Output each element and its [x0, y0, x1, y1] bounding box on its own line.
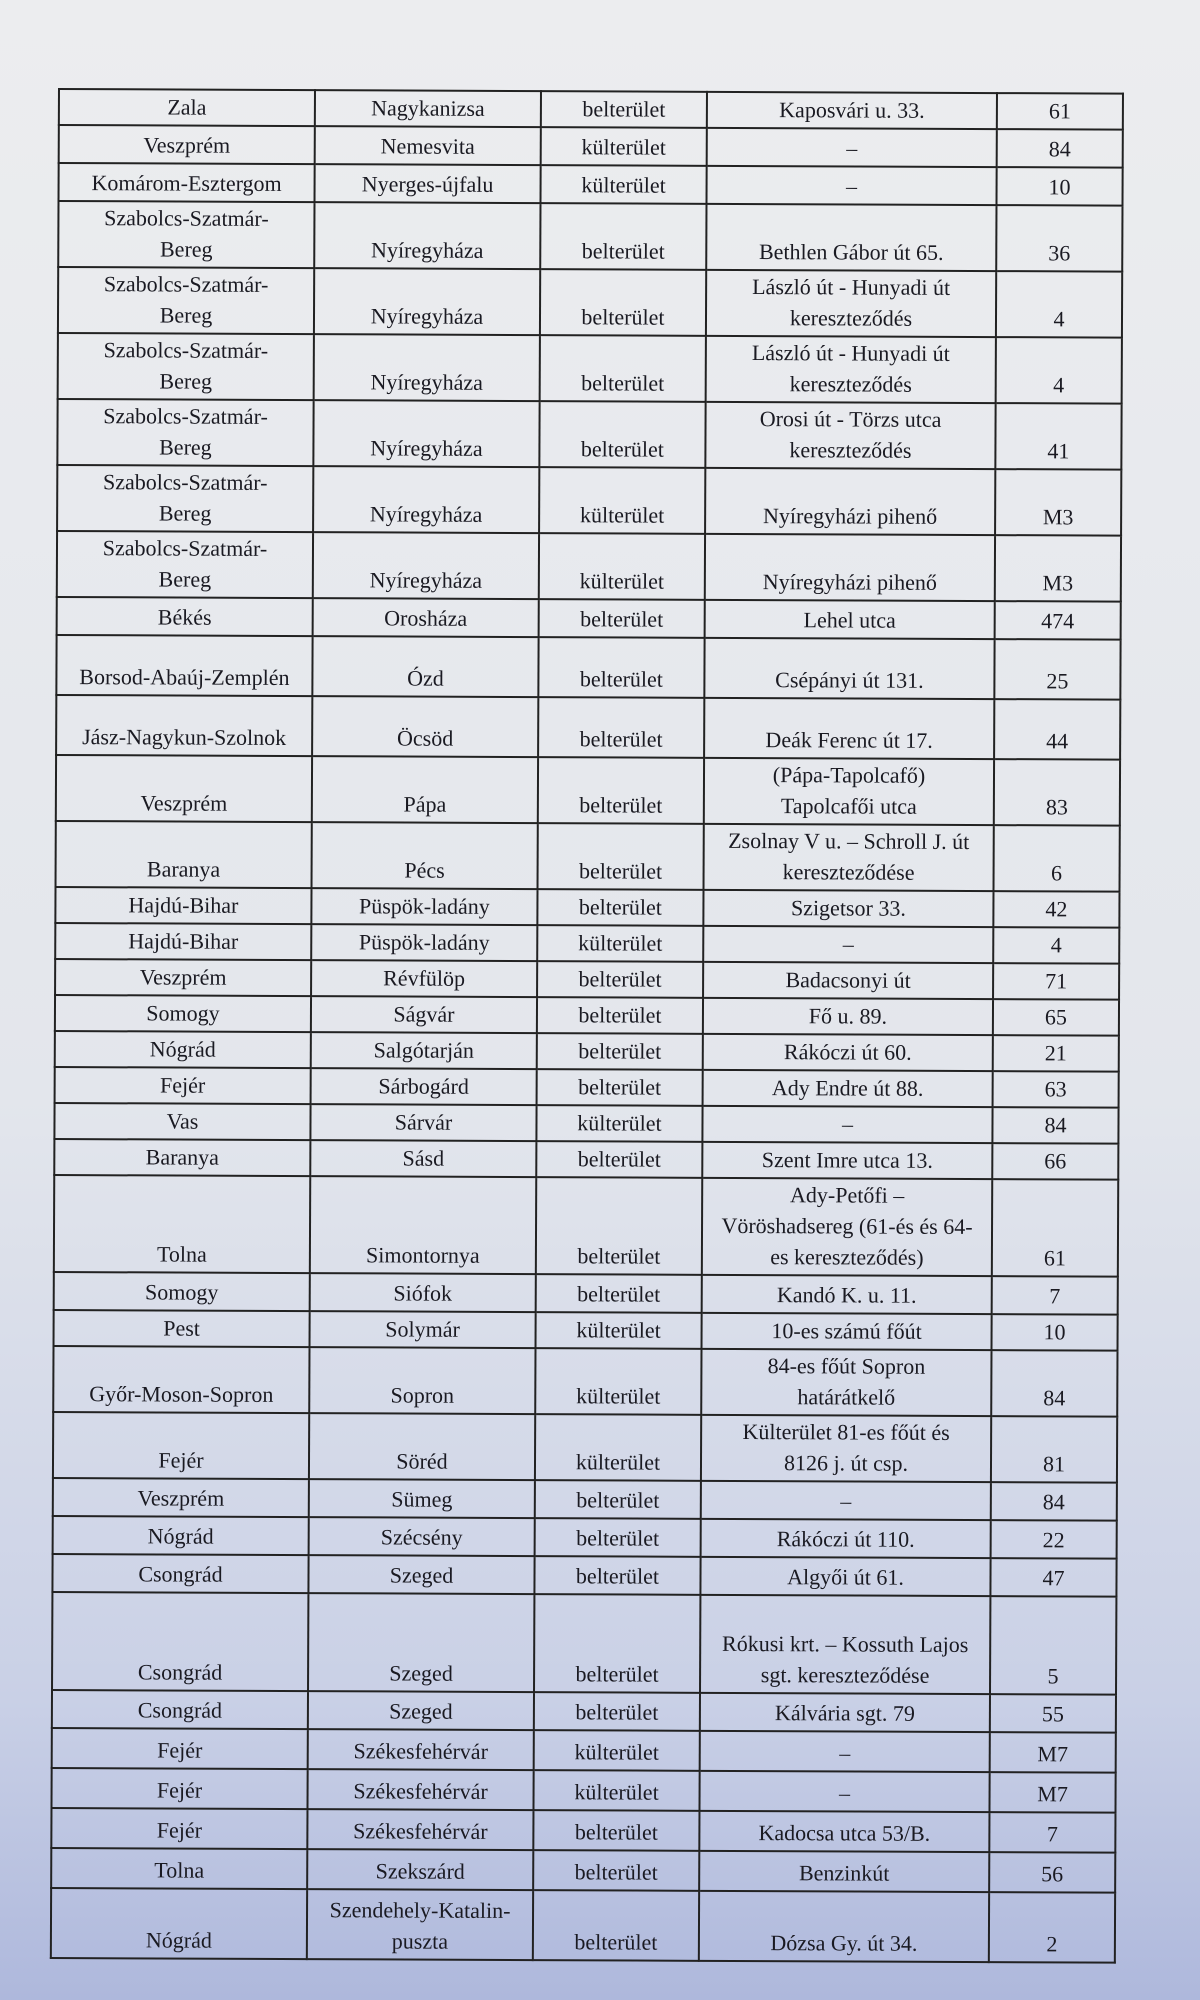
- address-cell: Orosi út - Törzs utca kereszteződés: [705, 402, 995, 469]
- county-cell: Fejér: [51, 1768, 307, 1809]
- city-cell: Sárbogárd: [311, 1068, 537, 1105]
- address-cell: Nyíregyházi pihenő: [705, 468, 995, 535]
- county-cell: Fejér: [51, 1808, 307, 1849]
- road-number-cell: 41: [995, 403, 1121, 470]
- area-type-cell: belterület: [535, 1480, 701, 1519]
- table-row: [54, 1272, 1118, 1315]
- table-row: [59, 163, 1123, 206]
- area-type-cell: belterület: [534, 1594, 700, 1693]
- address-cell: Kandó K. u. 11.: [702, 1275, 992, 1314]
- area-type-cell: belterület: [535, 1518, 701, 1557]
- area-type-cell: belterület: [539, 599, 705, 638]
- county-cell: Tolna: [54, 1175, 310, 1273]
- table-row: [57, 531, 1121, 602]
- city-cell: Szeged: [308, 1555, 534, 1594]
- road-number-cell: 4: [996, 271, 1122, 338]
- table-row: [53, 1516, 1117, 1559]
- area-type-cell: külterület: [534, 1730, 700, 1771]
- county-cell: Nógrád: [51, 1888, 307, 1959]
- area-type-cell: külterület: [535, 1414, 701, 1481]
- county-cell: Békés: [57, 597, 313, 636]
- city-cell: Simontornya: [310, 1176, 536, 1274]
- city-cell: Nagykanizsa: [315, 90, 541, 127]
- city-cell: Nemesvita: [315, 126, 541, 165]
- address-cell: –: [700, 1731, 990, 1772]
- area-type-cell: belterület: [537, 889, 703, 926]
- area-type-cell: belterület: [534, 1556, 700, 1595]
- county-cell: Nógrád: [53, 1516, 309, 1555]
- address-cell: Ady Endre út 88.: [703, 1070, 993, 1107]
- address-cell: Szigetsor 33.: [703, 890, 993, 927]
- county-cell: Jász-Nagykun-Szolnok: [56, 695, 312, 756]
- county-cell: Somogy: [54, 1272, 310, 1311]
- county-cell: Fejér: [52, 1728, 308, 1769]
- address-cell: –: [702, 1106, 992, 1143]
- city-cell: Sárvár: [310, 1104, 536, 1141]
- road-number-cell: 65: [993, 999, 1119, 1036]
- address-cell: Lehel utca: [705, 600, 995, 639]
- area-type-cell: belterület: [538, 697, 704, 758]
- road-number-cell: 66: [992, 1143, 1118, 1180]
- city-cell: Nyíregyháza: [314, 202, 540, 269]
- county-cell: Szabolcs-Szatmár- Bereg: [58, 267, 314, 334]
- table-body: [51, 89, 1123, 1963]
- road-number-cell: 84: [997, 129, 1123, 168]
- county-cell: Szabolcs-Szatmár- Bereg: [57, 399, 313, 466]
- road-number-cell: M7: [990, 1732, 1116, 1773]
- city-cell: Révfülöp: [311, 960, 537, 997]
- city-cell: Sümeg: [309, 1479, 535, 1518]
- road-number-cell: 84: [991, 1482, 1117, 1521]
- city-cell: Ózd: [312, 636, 538, 697]
- petrol-station-table: [50, 88, 1124, 1964]
- table-row: [51, 1808, 1115, 1853]
- road-number-cell: 7: [992, 1276, 1118, 1315]
- county-cell: Szabolcs-Szatmár- Bereg: [57, 531, 313, 598]
- table-row: [54, 1103, 1118, 1144]
- city-cell: Nyíregyháza: [313, 466, 539, 533]
- table-row: [52, 1728, 1116, 1773]
- address-cell: 10-es számú főút: [702, 1313, 992, 1350]
- city-cell: Solymár: [310, 1311, 536, 1348]
- road-number-cell: 474: [995, 601, 1121, 640]
- area-type-cell: belterület: [537, 1069, 703, 1106]
- county-cell: Veszprém: [56, 755, 312, 822]
- address-cell: –: [701, 1481, 991, 1520]
- county-cell: Baranya: [54, 1139, 310, 1176]
- county-cell: Baranya: [56, 821, 312, 888]
- city-cell: Nyíregyháza: [314, 334, 540, 401]
- county-cell: Hajdú-Bihar: [55, 923, 311, 960]
- road-number-cell: M7: [989, 1772, 1115, 1813]
- address-cell: Kaposvári u. 33.: [707, 92, 997, 129]
- city-cell: Öcsöd: [312, 696, 538, 757]
- table-row: [54, 1139, 1118, 1180]
- county-cell: Győr-Moson-Sopron: [53, 1346, 309, 1413]
- city-cell: Székesfehérvár: [307, 1809, 533, 1850]
- address-cell: Rókusi krt. – Kossuth Lajos sgt. kereszteződése: [700, 1595, 990, 1694]
- address-cell: Deák Ferenc út 17.: [704, 698, 994, 759]
- area-type-cell: külterület: [535, 1348, 701, 1415]
- county-cell: Tolna: [51, 1848, 307, 1889]
- area-type-cell: külterület: [533, 1770, 699, 1811]
- county-cell: Szabolcs-Szatmár- Bereg: [58, 333, 314, 400]
- road-number-cell: 4: [993, 927, 1119, 964]
- area-type-cell: belterület: [540, 269, 706, 336]
- address-cell: Külterület 81-es főút és 8126 j. út csp.: [701, 1415, 991, 1482]
- area-type-cell: belterület: [538, 637, 704, 698]
- table-row: [57, 597, 1121, 640]
- city-cell: Székesfehérvár: [308, 1729, 534, 1770]
- city-cell: Sopron: [309, 1347, 535, 1414]
- table-row: [52, 1690, 1116, 1733]
- road-number-cell: 71: [993, 963, 1119, 1000]
- address-cell: Nyíregyházi pihenő: [705, 534, 995, 601]
- city-cell: Szeged: [308, 1593, 534, 1692]
- county-cell: Csongrád: [52, 1554, 308, 1593]
- area-type-cell: belterület: [539, 401, 705, 468]
- address-cell: Szent Imre utca 13.: [702, 1142, 992, 1179]
- road-number-cell: 22: [991, 1520, 1117, 1559]
- county-cell: Csongrád: [52, 1592, 308, 1691]
- address-cell: (Pápa-Tapolcafő) Tapolcafői utca: [704, 758, 994, 825]
- table-row: [59, 125, 1123, 168]
- table-row: [57, 399, 1121, 470]
- address-cell: Benzinkút: [699, 1851, 989, 1892]
- address-cell: László út - Hunyadi út kereszteződés: [706, 270, 996, 337]
- address-cell: Ady-Petőfi – Vöröshadsereg (61-és és 64- es kereszteződés): [702, 1178, 992, 1276]
- county-cell: Szabolcs-Szatmár- Bereg: [57, 465, 313, 532]
- county-cell: Csongrád: [52, 1690, 308, 1729]
- table-row: [58, 333, 1122, 404]
- county-cell: Szabolcs-Szatmár- Bereg: [58, 201, 314, 268]
- county-cell: Pest: [54, 1310, 310, 1347]
- city-cell: Siófok: [310, 1273, 536, 1312]
- area-type-cell: belterület: [534, 1692, 700, 1731]
- county-cell: Veszprém: [55, 959, 311, 996]
- road-number-cell: 81: [991, 1416, 1117, 1483]
- area-type-cell: külterület: [536, 1105, 702, 1142]
- address-cell: Csépányi út 131.: [704, 638, 994, 699]
- table-row: [55, 887, 1119, 928]
- road-number-cell: 56: [989, 1852, 1115, 1893]
- road-number-cell: 25: [994, 639, 1120, 700]
- road-number-cell: 7: [989, 1812, 1115, 1853]
- road-number-cell: 47: [990, 1558, 1116, 1597]
- table-row: [52, 1592, 1116, 1695]
- area-type-cell: külterület: [537, 925, 703, 962]
- road-number-cell: 10: [992, 1314, 1118, 1351]
- city-cell: Orosháza: [313, 598, 539, 637]
- county-cell: Somogy: [55, 995, 311, 1032]
- road-number-cell: 2: [989, 1892, 1115, 1963]
- city-cell: Püspök-ladány: [311, 888, 537, 925]
- road-number-cell: 84: [991, 1350, 1117, 1417]
- road-number-cell: 42: [993, 891, 1119, 928]
- table-row: [53, 1478, 1117, 1521]
- road-number-cell: 84: [992, 1107, 1118, 1144]
- area-type-cell: belterület: [536, 1141, 702, 1178]
- road-number-cell: 61: [992, 1179, 1118, 1277]
- table-row: [58, 267, 1122, 338]
- county-cell: Hajdú-Bihar: [55, 887, 311, 924]
- city-cell: Nyerges-újfalu: [315, 164, 541, 203]
- county-cell: Fejér: [55, 1067, 311, 1104]
- area-type-cell: külterület: [536, 1312, 702, 1349]
- address-cell: Rákóczi út 110.: [701, 1519, 991, 1558]
- road-number-cell: 55: [990, 1694, 1116, 1733]
- road-number-cell: 4: [996, 337, 1122, 404]
- area-type-cell: belterület: [538, 823, 704, 890]
- city-cell: Szekszárd: [307, 1849, 533, 1890]
- area-type-cell: belterület: [540, 335, 706, 402]
- area-type-cell: belterület: [533, 1850, 699, 1891]
- area-type-cell: belterület: [536, 1274, 702, 1313]
- address-cell: Bethlen Gábor út 65.: [706, 204, 996, 271]
- table-row: [56, 695, 1120, 760]
- road-number-cell: 6: [994, 825, 1120, 892]
- table-row: [53, 1412, 1117, 1483]
- county-cell: Vas: [54, 1103, 310, 1140]
- area-type-cell: belterület: [541, 91, 707, 128]
- area-type-cell: belterület: [540, 203, 706, 270]
- county-cell: Fejér: [53, 1412, 309, 1479]
- area-type-cell: belterület: [537, 997, 703, 1034]
- city-cell: Pécs: [312, 822, 538, 889]
- road-number-cell: 83: [994, 759, 1120, 826]
- road-number-cell: M3: [995, 469, 1121, 536]
- table-row: [53, 1346, 1117, 1417]
- city-cell: Sásd: [310, 1140, 536, 1177]
- table-row: [56, 635, 1120, 700]
- city-cell: Szécsény: [309, 1517, 535, 1556]
- area-type-cell: belterület: [533, 1810, 699, 1851]
- table-row: [55, 1031, 1119, 1072]
- road-number-cell: 5: [990, 1596, 1116, 1695]
- city-cell: Nyíregyháza: [314, 268, 540, 335]
- county-cell: Zala: [59, 89, 315, 126]
- city-cell: Nyíregyháza: [313, 532, 539, 599]
- address-cell: –: [703, 926, 993, 963]
- road-number-cell: 61: [997, 93, 1123, 130]
- city-cell: Nyíregyháza: [313, 400, 539, 467]
- table-row: [51, 1848, 1115, 1893]
- table-row: [55, 923, 1119, 964]
- table-row: [51, 1768, 1115, 1813]
- city-cell: Szendehely-Katalin- puszta: [307, 1889, 533, 1960]
- road-number-cell: 44: [994, 699, 1120, 760]
- county-cell: Veszprém: [59, 125, 315, 164]
- address-cell: Algyői út 61.: [700, 1557, 990, 1596]
- table-row: [54, 1310, 1118, 1351]
- table-row: [56, 821, 1120, 892]
- address-cell: –: [707, 128, 997, 167]
- address-cell: Zsolnay V u. – Schroll J. út kereszteződése: [704, 824, 994, 891]
- county-cell: Borsod-Abaúj-Zemplén: [56, 635, 312, 696]
- address-cell: Badacsonyi út: [703, 962, 993, 999]
- area-type-cell: külterület: [541, 165, 707, 204]
- table-row: [57, 465, 1121, 536]
- area-type-cell: belterület: [537, 1033, 703, 1070]
- address-cell: Fő u. 89.: [703, 998, 993, 1035]
- table-row: [54, 1175, 1118, 1277]
- area-type-cell: belterület: [538, 757, 704, 824]
- area-type-cell: belterület: [537, 961, 703, 998]
- table-row: [52, 1554, 1116, 1597]
- address-cell: Kálvária sgt. 79: [700, 1693, 990, 1732]
- county-cell: Veszprém: [53, 1478, 309, 1517]
- address-cell: Dózsa Gy. út 34.: [699, 1891, 989, 1962]
- table-row: [58, 201, 1122, 272]
- city-cell: Söréd: [309, 1413, 535, 1480]
- county-cell: Komárom-Esztergom: [59, 163, 315, 202]
- table-row: [59, 89, 1123, 130]
- area-type-cell: külterület: [539, 467, 705, 534]
- address-cell: –: [699, 1771, 989, 1812]
- road-number-cell: M3: [995, 535, 1121, 602]
- address-cell: Rákóczi út 60.: [703, 1034, 993, 1071]
- address-cell: László út - Hunyadi út kereszteződés: [706, 336, 996, 403]
- address-cell: –: [707, 166, 997, 205]
- table-row: [55, 995, 1119, 1036]
- city-cell: Salgótarján: [311, 1032, 537, 1069]
- city-cell: Pápa: [312, 756, 538, 823]
- road-number-cell: 36: [996, 205, 1122, 272]
- city-cell: Püspök-ladány: [311, 924, 537, 961]
- city-cell: Szeged: [308, 1691, 534, 1730]
- area-type-cell: belterület: [533, 1890, 699, 1961]
- address-cell: 84-es főút Sopron határátkelő: [701, 1349, 991, 1416]
- area-type-cell: külterület: [539, 533, 705, 600]
- county-cell: Nógrád: [55, 1031, 311, 1068]
- table-row: [55, 1067, 1119, 1108]
- address-cell: Kadocsa utca 53/B.: [699, 1811, 989, 1852]
- road-number-cell: 21: [993, 1035, 1119, 1072]
- road-number-cell: 10: [996, 167, 1122, 206]
- table-row: [55, 959, 1119, 1000]
- area-type-cell: külterület: [541, 127, 707, 166]
- city-cell: Székesfehérvár: [307, 1769, 533, 1810]
- city-cell: Ságvár: [311, 996, 537, 1033]
- road-number-cell: 63: [993, 1071, 1119, 1108]
- area-type-cell: belterület: [536, 1177, 702, 1275]
- table-row: [51, 1888, 1115, 1963]
- table-row: [56, 755, 1120, 826]
